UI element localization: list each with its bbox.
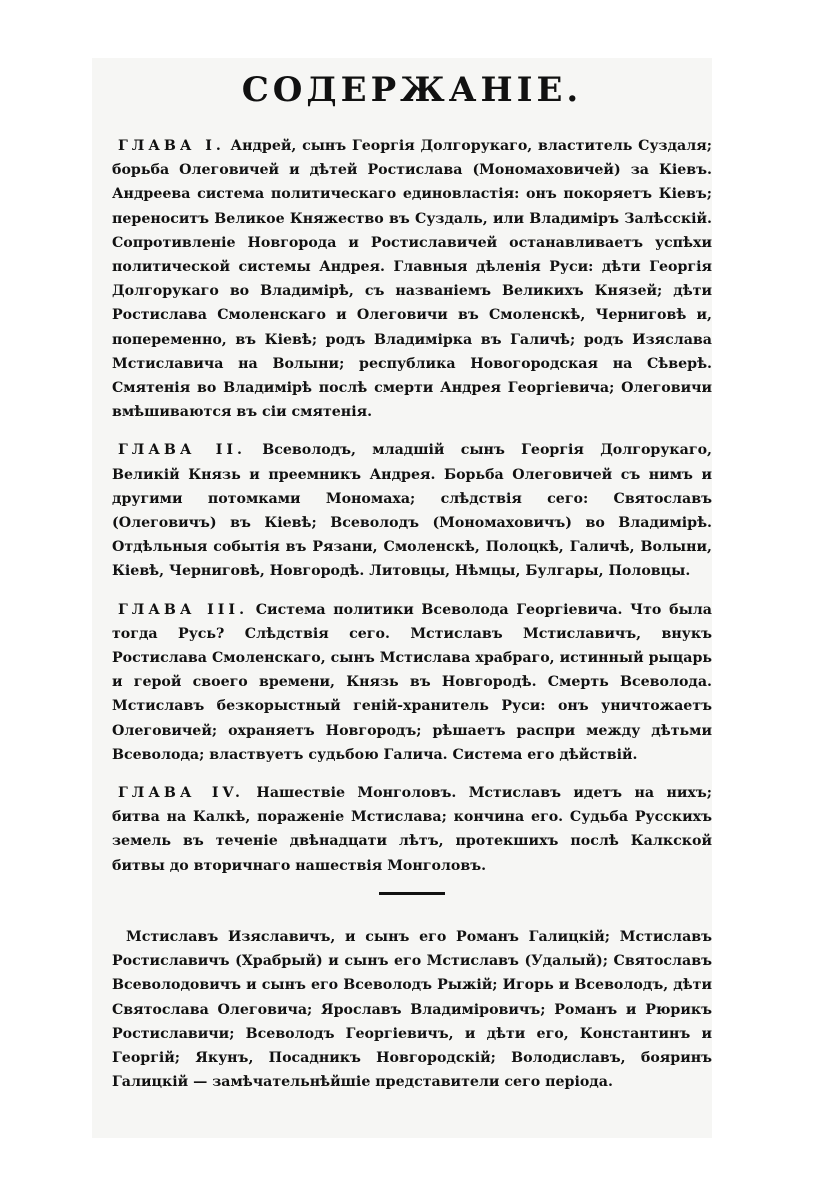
chapter-summary: Всеволодъ, младшій сынъ Георгія Долгорукаго, Великій Князь и преемникъ Андрея. Борьба Олеговичей съ нимъ и другими потомками Мономаха; слѣдствія сего: Святославъ (Олеговичъ) въ Кіевѣ; Всеволодъ (Мономаховичъ) во Владимірѣ. Отдѣльныя событія въ Рязани, Смоленскѣ, Полоцкѣ, Галичѣ, Волыни, Кіевѣ, Черниговѣ, Новгородѣ. Литовцы, Нѣмцы, Булгары, Половцы. [112,442,712,580]
closing-paragraph [112,925,712,1094]
chapter-heading: ГЛАВА I. [118,138,225,154]
section-divider [379,892,445,895]
page-title: СОДЕРЖАНІЕ. [241,70,583,110]
chapter-summary: Нашествіе Монголовъ. Мстиславъ идетъ на нихъ; битва на Калкѣ, пораженіе Мстислава; кончина его. Судьба Русскихъ земель въ теченіе двѣнадцати лѣтъ, протекшихъ послѣ Калкской битвы до вторичнаго нашествія Монголовъ. [112,785,712,874]
chapter-heading: ГЛАВА IV. [118,785,244,802]
chapter-4 [112,781,712,878]
chapter-summary: Система политики Всеволода Георгіевича. Что была тогда Русь? Слѣдствія сего. Мстиславъ Мстиславичъ, внукъ Ростислава Смоленскаго, сынъ Мстислава храбраго, истинный рыцарь и герой своего времени, Князь въ Новгородѣ. Смерть Всеволода. Мстиславъ безкорыстный геній-хранитель Руси: онъ уничтожаетъ Олеговичей; охраняетъ Новгородъ; рѣшаетъ распри между дѣтьми Всеволода; властвуетъ судьбою Галича. Система его дѣйствій. [112,601,712,763]
chapter-2 [112,438,712,583]
chapter-1 [112,134,712,424]
chapter-heading: ГЛАВА III. [118,601,249,618]
chapter-heading: ГЛАВА II. [118,442,246,459]
chapter-3 [112,598,712,767]
content-area [112,70,712,1094]
chapter-summary: Андрей, сынъ Георгія Долгорукаго, властитель Суздаля; борьба Олеговичей и дѣтей Ростислава (Мономаховичей) за Кіевъ. Андреева система политическаго единовластія: онъ покоряетъ Кіевъ; переноситъ Великое Княжество въ Суздаль, или Владиміръ Залѣсскій. Сопротивленіе Новгорода и Ростиславичей останавливаетъ успѣхи политической системы Андрея. Главныя дѣленія Руси: дѣти Георгія Долгорукаго во Владимірѣ, съ названіемъ Великихъ Князей; дѣти Ростислава Смоленскаго и Олеговичи въ Смоленскѣ, Черниговѣ и, попеременно, въ Кіевѣ; родъ Владимірка въ Галичѣ; родъ Изяслава Мстиславича на Волыни; республика Новогородская на Сѣверѣ. Смятенія во Владимірѣ послѣ смерти Андрея Георгіевича; Олеговичи вмѣшиваются въ сіи смятенія. [112,138,712,421]
closing-text: Мстиславъ Изяславичъ, и сынъ его Романъ Галицкій; Мстиславъ Ростиславичъ (Храбрый) и сынъ его Мстиславъ (Удалый); Святославъ Всеволодовичъ и сынъ его Всеволодъ Рыжій; Игорь и Всеволодъ, дѣти Святослава Олеговича; Ярославъ Владиміровичъ; Романъ и Рюрикъ Ростиславичи; Всеволодъ Георгіевичъ, и дѣти его, Константинъ и Георгій; Якунъ, Посадникъ Новгородскій; Володиславъ, бояринъ Галицкій — замѣчательнѣйшіе представители сего періода. [112,928,712,1091]
